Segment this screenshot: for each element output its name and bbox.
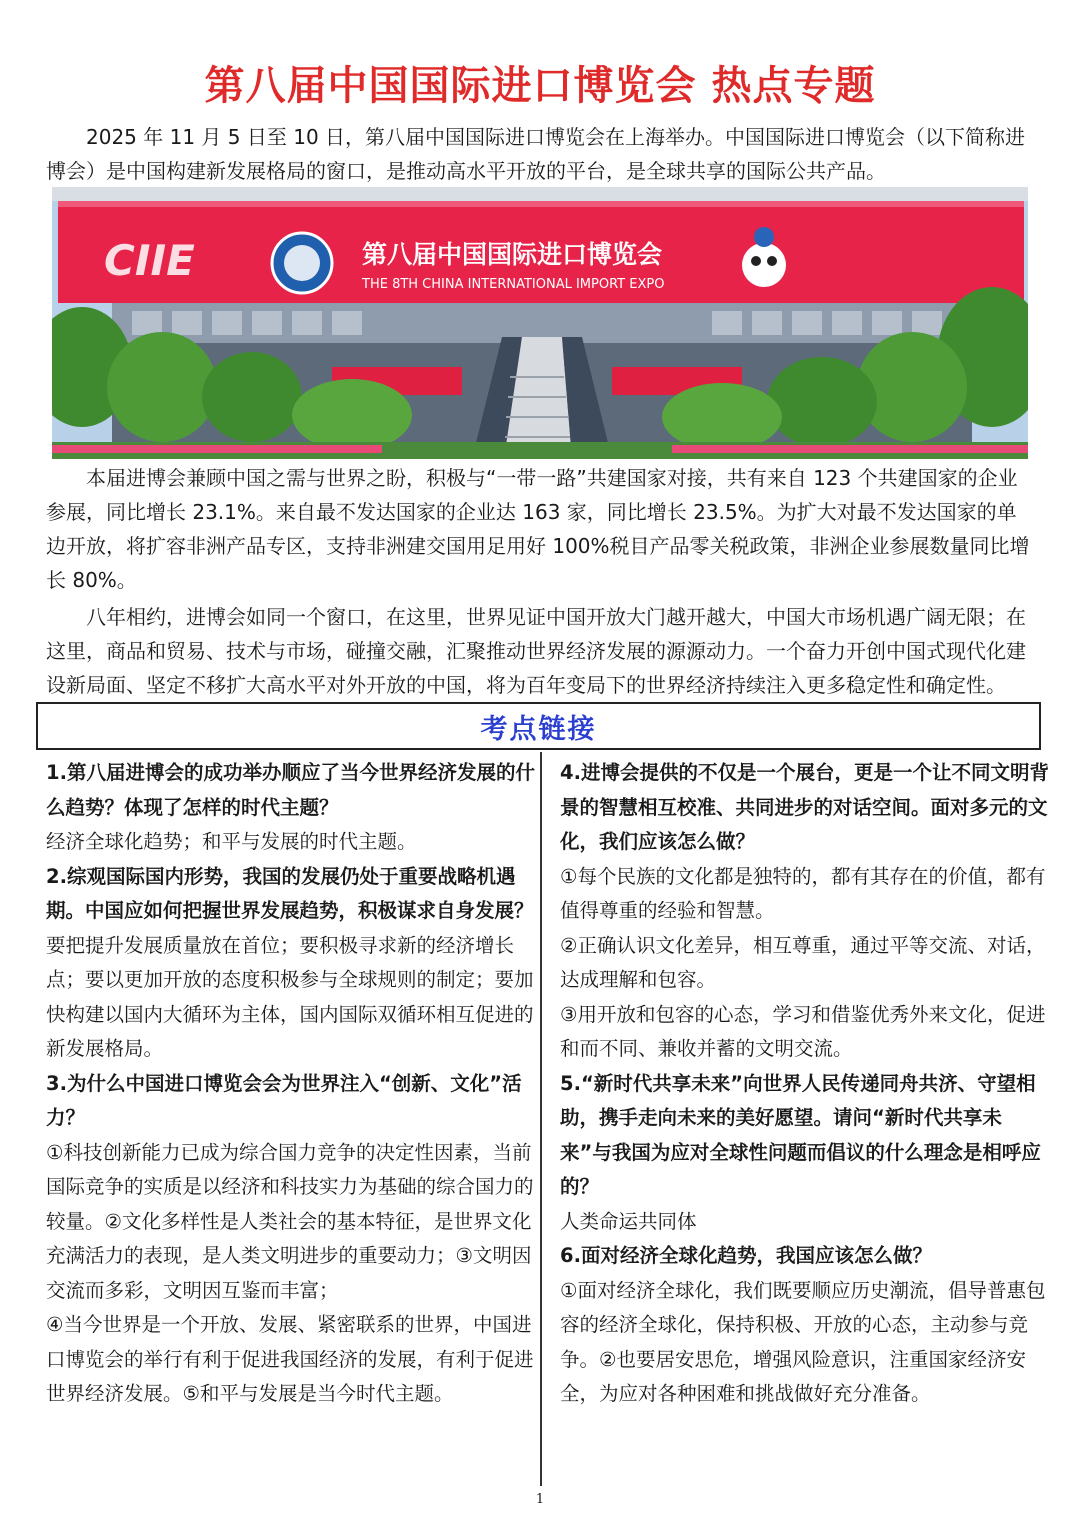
page-number: 1 xyxy=(535,1492,545,1507)
expo-data-paragraph: 本届进博会兼顾中国之需与世界之盼，积极与“一带一路”共建国家对接，共有来自 123 个共建国家的企业参展，同比增长 23.1%。来自最不发达国家的企业达 163 家，同比增长 23.5%。为扩大对最不发达国家的单边开放，将扩容非洲产品专区，支持非洲建交国用足用好 100%税目产品零关税政策，非洲企业参展数量同比增长 80%。 xyxy=(46,466,1030,592)
section-header-box xyxy=(36,702,1041,750)
question-5: 5.“新时代共享未来”向世界人民传递同舟共济、守望相助，携手走向未来的美好愿望。请问“新时代共享未来”与我国为应对全球性问题而倡议的什么理念是相呼应的？ xyxy=(560,1071,1041,1198)
answer-4-point-3: ③用开放和包容的心态，学习和借鉴优秀外来文化，促进和而不同、兼收并蓄的文明交流。 xyxy=(560,1002,1046,1060)
answer-6: ①面对经济全球化，我们既要顺应历史潮流，倡导普惠包容的经济全球化，保持积极、开放的心态，主动参与竞争。②也要居安思危，增强风险意识，注重国家经济安全，为应对各种困难和挑战做好充分准备。 xyxy=(560,1278,1046,1405)
answer-4-point-1: ①每个民族的文化都是独特的，都有其存在的价值，都有值得尊重的经验和智慧。 xyxy=(560,864,1046,922)
intro-paragraph: 2025 年 11 月 5 日至 10 日，第八届中国国际进口博览会在上海举办。中国国际进口博览会（以下简称进博会）是中国构建新发展格局的窗口，是推动高水平开放的平台，是全球共享的国际公共产品。 xyxy=(46,125,1026,183)
ciie-logo: CIIE xyxy=(104,236,195,285)
question-1: 1.第八届进博会的成功举办顺应了当今世界经济发展的什么趋势？体现了怎样的时代主题？ xyxy=(46,761,535,819)
expo-photo xyxy=(52,187,1028,459)
answer-2: 要把提升发展质量放在首位；要积极寻求新的经济增长点；要以更加开放的态度积极参与全球规则的制定；要加快构建以国内大循环为主体，国内国际双循环相互促进的新发展格局。 xyxy=(46,933,534,1060)
answer-3-part-2: ④当今世界是一个开放、发展、紧密联系的世界，中国进口博览会的举行有利于促进我国经济的发展，有利于促进世界经济发展。⑤和平与发展是当今时代主题。 xyxy=(46,1313,534,1405)
expo-summary-paragraph: 八年相约，进博会如同一个窗口，在这里，世界见证中国开放大门越开越大，中国大市场机遇广阔无限；在这里，商品和贸易、技术与市场，碰撞交融，汇聚推动世界经济发展的源源动力。一个奋力开创中国式现代化建设新局面、坚定不移扩大高水平对外开放的中国，将为百年变局下的世界经济持续注入更多稳定性和确定性。 xyxy=(46,605,1026,697)
column-divider xyxy=(540,752,542,1486)
question-3: 3.为什么中国进口博览会会为世界注入“创新、文化”活力？ xyxy=(46,1071,522,1129)
question-6: 6.面对经济全球化趋势，我国应该怎么做？ xyxy=(560,1244,932,1267)
answer-1: 经济全球化趋势；和平与发展的时代主题。 xyxy=(46,830,417,853)
question-2: 2.综观国际国内形势，我国的发展仍处于重要战略机遇期。中国应如何把握世界发展趋势，积极谋求自身发展？ xyxy=(46,864,534,922)
answer-3-part-1: ①科技创新能力已成为综合国力竞争的决定性因素，当前国际竞争的实质是以经济和科技实力为基础的综合国力的较量。②文化多样性是人类社会的基本特征，是世界文化充满活力的表现，是人类文明进步的重要动力；③文明因交流而多彩，文明因互鉴而丰富； xyxy=(46,1140,534,1302)
section-title: 考点链接 xyxy=(480,713,597,745)
page-title: 第八届中国国际进口博览会 热点专题 xyxy=(204,63,876,109)
answer-4-point-2: ②正确认识文化差异，相互尊重，通过平等交流、对话，达成理解和包容。 xyxy=(560,933,1046,991)
banner-english-title: THE 8TH CHINA INTERNATIONAL IMPORT EXPO xyxy=(362,277,665,292)
panda-mascot-icon xyxy=(742,243,786,287)
banner-chinese-title: 第八届中国国际进口博览会 xyxy=(362,240,663,269)
right-column xyxy=(560,756,1050,1412)
question-4: 4.进博会提供的不仅是一个展台，更是一个让不同文明背景的智慧相互校准、共同进步的对话空间。面对多元的文化，我们应该怎么做？ xyxy=(560,761,1049,853)
answer-5: 人类命运共同体 xyxy=(560,1209,697,1233)
left-column xyxy=(46,756,536,1412)
